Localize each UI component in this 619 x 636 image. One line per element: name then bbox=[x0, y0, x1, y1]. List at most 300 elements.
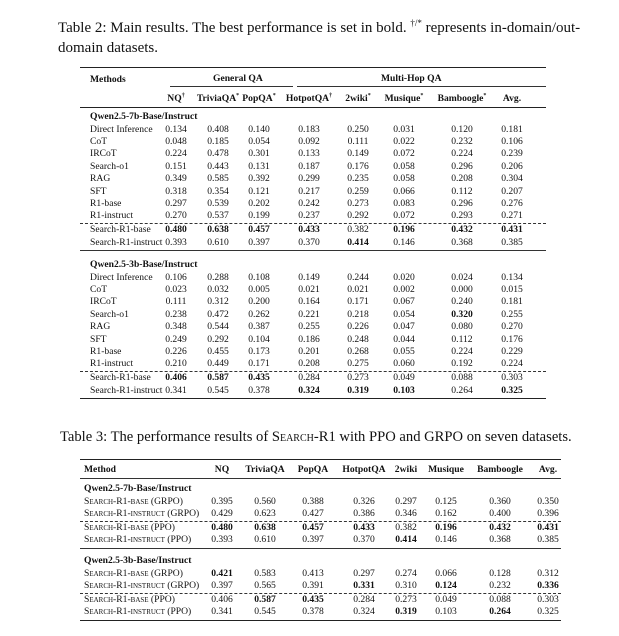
table2-cell: 0.250 bbox=[347, 123, 369, 135]
table2-cell: 0.472 bbox=[207, 308, 229, 320]
table2-col-header-text: Avg. bbox=[502, 93, 522, 104]
table3-cell: 0.382 bbox=[395, 521, 417, 533]
table3-cell: 0.480 bbox=[211, 521, 233, 533]
table2-section-rule bbox=[80, 250, 546, 251]
table2-cell: 0.275 bbox=[347, 358, 369, 370]
table2-cell: 0.106 bbox=[501, 136, 523, 147]
table2-cell: 0.319 bbox=[347, 384, 369, 396]
table2-cell: 0.186 bbox=[298, 333, 320, 345]
table2-row-name: Search-o1 bbox=[90, 160, 129, 172]
table2-cell: 0.067 bbox=[393, 296, 415, 308]
table2-row-name: Search-R1-instruct bbox=[90, 236, 163, 248]
table2-cell: 0.239 bbox=[501, 148, 523, 160]
table2-cell: 0.021 bbox=[347, 284, 369, 295]
table2-section-title: Qwen2.5-3b-Base/Instruct bbox=[90, 259, 198, 270]
table3-cell: 0.325 bbox=[537, 606, 559, 618]
table2-cell: 0.392 bbox=[248, 173, 270, 185]
table3-cell: 0.319 bbox=[395, 606, 417, 618]
table3-cell: 0.385 bbox=[537, 534, 559, 546]
table2-cell: 0.296 bbox=[451, 198, 473, 209]
table2-cell: 0.054 bbox=[248, 136, 270, 147]
table2-cell: 0.544 bbox=[207, 321, 229, 333]
table2-cell: 0.134 bbox=[501, 271, 523, 283]
table3-cell: 0.393 bbox=[211, 534, 233, 546]
table2-cell: 0.432 bbox=[451, 224, 473, 236]
table2-col-header-text: Bamboogle bbox=[437, 93, 484, 104]
table3-top-rule bbox=[80, 459, 561, 460]
table3-cell: 0.124 bbox=[435, 580, 457, 591]
table2-cell: 0.224 bbox=[451, 148, 473, 160]
table2-cell: 0.262 bbox=[248, 308, 270, 320]
table2-group-multihop: Multi-Hop QA bbox=[381, 73, 442, 84]
table2-row-name: IRCoT bbox=[90, 148, 117, 160]
table2-cell: 0.270 bbox=[501, 321, 523, 333]
table3-cell: 0.433 bbox=[353, 521, 375, 533]
table2-cell: 0.270 bbox=[165, 210, 187, 222]
table3-cell: 0.125 bbox=[435, 495, 457, 507]
table3-cell: 0.623 bbox=[254, 508, 276, 519]
table3-cell: 0.427 bbox=[302, 508, 324, 519]
table2-cell: 0.248 bbox=[347, 333, 369, 345]
table2-cell: 0.354 bbox=[207, 185, 229, 197]
table3-cell: 0.360 bbox=[489, 495, 511, 507]
table3-cell: 0.341 bbox=[211, 606, 233, 618]
table2-cell: 0.224 bbox=[451, 346, 473, 357]
table2-cell: 0.341 bbox=[165, 384, 187, 396]
table2-cell: 0.201 bbox=[298, 346, 320, 357]
table2-cell: 0.455 bbox=[207, 346, 229, 357]
table2-cell: 0.185 bbox=[207, 136, 229, 147]
table2-cell: 0.176 bbox=[501, 333, 523, 345]
table2-cell: 0.221 bbox=[298, 308, 320, 320]
table2-col-header-mark: * bbox=[272, 92, 276, 99]
table3-cell: 0.587 bbox=[254, 593, 276, 605]
table2-cell: 0.226 bbox=[165, 346, 187, 357]
table2-cell: 0.385 bbox=[501, 236, 523, 248]
table2-cell: 0.293 bbox=[451, 210, 473, 222]
table3-cell: 0.310 bbox=[395, 580, 417, 591]
table3-cell: 0.610 bbox=[254, 534, 276, 546]
table2-row-name: R1-base bbox=[90, 198, 122, 209]
table2-cell: 0.055 bbox=[393, 346, 415, 357]
table2-cell: 0.200 bbox=[248, 296, 270, 308]
table2-cell: 0.106 bbox=[165, 271, 187, 283]
table2-cell: 0.104 bbox=[248, 333, 270, 345]
table3-cell: 0.324 bbox=[353, 606, 375, 618]
table2-cell: 0.382 bbox=[347, 224, 369, 236]
table2-cell: 0.020 bbox=[393, 271, 415, 283]
table2-cell: 0.032 bbox=[207, 284, 229, 295]
table2-cell: 0.196 bbox=[393, 224, 415, 236]
table2-cell: 0.312 bbox=[207, 296, 229, 308]
table2-cell: 0.031 bbox=[393, 123, 415, 135]
table2-cell: 0.297 bbox=[165, 198, 187, 209]
table3-cell: 0.395 bbox=[211, 495, 233, 507]
table2-cell: 0.111 bbox=[347, 136, 369, 147]
table2-cell: 0.224 bbox=[165, 148, 187, 160]
table2-cell: 0.368 bbox=[451, 236, 473, 248]
table3-col-header: Bamboogle bbox=[477, 464, 523, 475]
table3-cell: 0.397 bbox=[211, 580, 233, 591]
table2-cell: 0.537 bbox=[207, 210, 229, 222]
table2-col-header-mark: † bbox=[329, 92, 333, 99]
table3-row-name: Search-R1-base (PPO) bbox=[84, 593, 175, 605]
table3-cell: 0.435 bbox=[302, 593, 324, 605]
table2-cell: 0.164 bbox=[298, 296, 320, 308]
table2-cell: 0.303 bbox=[501, 372, 523, 384]
table2-col-header-text: PopQA bbox=[242, 93, 273, 104]
table2-row-name: Search-R1-base bbox=[90, 224, 151, 236]
table2-cell: 0.370 bbox=[298, 236, 320, 248]
table3-cell: 0.284 bbox=[353, 593, 375, 605]
table3-cell: 0.196 bbox=[435, 521, 457, 533]
table2-col-header bbox=[234, 93, 284, 105]
table2-cell: 0.378 bbox=[248, 384, 270, 396]
table2-cell: 0.259 bbox=[347, 185, 369, 197]
table2-row-name: CoT bbox=[90, 284, 108, 295]
table2-cell: 0.478 bbox=[207, 148, 229, 160]
table2-cell: 0.111 bbox=[165, 296, 187, 308]
table2-cell: 0.292 bbox=[347, 210, 369, 222]
table3-cell: 0.274 bbox=[395, 567, 417, 579]
table2-col-methods: Methods bbox=[90, 74, 126, 85]
table2-top-rule bbox=[80, 67, 546, 68]
table2-cell: 0.054 bbox=[393, 308, 415, 320]
table3-header-rule bbox=[80, 478, 561, 479]
table2-cell: 0.049 bbox=[393, 372, 415, 384]
table2-cell: 0.288 bbox=[207, 271, 229, 283]
table2-row-name: R1-instruct bbox=[90, 210, 134, 222]
table2-row-name: R1-instruct bbox=[90, 358, 134, 370]
table2-cell: 0.237 bbox=[298, 210, 320, 222]
table3-cell: 0.414 bbox=[395, 534, 417, 546]
table3-cell: 0.413 bbox=[302, 567, 324, 579]
table2-cell: 0.207 bbox=[501, 185, 523, 197]
table2-col-header-text: TriviaQA bbox=[196, 93, 237, 104]
table2-cell: 0.133 bbox=[298, 148, 320, 160]
table3-col-header: HotpotQA bbox=[342, 464, 386, 475]
table2-cell: 0.545 bbox=[207, 384, 229, 396]
table2-cell: 0.202 bbox=[248, 198, 270, 209]
table2-cell: 0.271 bbox=[501, 210, 523, 222]
table2-cell: 0.387 bbox=[248, 321, 270, 333]
table3-col-header: PopQA bbox=[297, 464, 329, 475]
table2-cell: 0.408 bbox=[207, 123, 229, 135]
table3-cell: 0.429 bbox=[211, 508, 233, 519]
table2-cell: 0.044 bbox=[393, 333, 415, 345]
table2-cell: 0.320 bbox=[451, 308, 473, 320]
table2-row-name: Search-o1 bbox=[90, 308, 129, 320]
table2-cell: 0.431 bbox=[501, 224, 523, 236]
table2-cell: 0.304 bbox=[501, 173, 523, 185]
table2-cell: 0.284 bbox=[298, 372, 320, 384]
table3-cell: 0.312 bbox=[537, 567, 559, 579]
table2-cell: 0.183 bbox=[298, 123, 320, 135]
table2-bottom-rule bbox=[80, 398, 546, 399]
table2-cell: 0.539 bbox=[207, 198, 229, 209]
table3-cell: 0.297 bbox=[395, 495, 417, 507]
table3-row-name: Search-R1-base (GRPO) bbox=[84, 495, 183, 507]
table2-cell: 0.324 bbox=[298, 384, 320, 396]
table3-cell: 0.396 bbox=[537, 508, 559, 519]
table3-cell: 0.303 bbox=[537, 593, 559, 605]
table3-cell: 0.565 bbox=[254, 580, 276, 591]
table2-cell: 0.176 bbox=[347, 160, 369, 172]
table2-cell: 0.443 bbox=[207, 160, 229, 172]
table2-cell: 0.255 bbox=[298, 321, 320, 333]
table2-cell: 0.072 bbox=[393, 148, 415, 160]
table2-cell: 0.393 bbox=[165, 236, 187, 248]
table3-row-name: Search-R1-instruct (PPO) bbox=[84, 534, 192, 546]
table2-row-name: R1-base bbox=[90, 346, 122, 357]
table2-group-rule-multihop bbox=[297, 86, 546, 87]
table3-cell: 0.397 bbox=[302, 534, 324, 546]
table2-row-name: Search-R1-base bbox=[90, 372, 151, 384]
table2-col-header-text: NQ bbox=[167, 93, 182, 104]
table3-cell: 0.128 bbox=[489, 567, 511, 579]
table3-cell: 0.264 bbox=[489, 606, 511, 618]
table2-cell: 0.187 bbox=[298, 160, 320, 172]
table2-cell: 0.181 bbox=[501, 123, 523, 135]
table2-cell: 0.021 bbox=[298, 284, 320, 295]
table3-cell: 0.457 bbox=[302, 521, 324, 533]
table3-cell: 0.066 bbox=[435, 567, 457, 579]
table3-cell: 0.370 bbox=[353, 534, 375, 546]
table2-cell: 0.218 bbox=[347, 308, 369, 320]
table3-row-name: Search-R1-instruct (GRPO) bbox=[84, 580, 200, 591]
table3-cell: 0.378 bbox=[302, 606, 324, 618]
table3-cell: 0.386 bbox=[353, 508, 375, 519]
table2-col-header-text: HotpotQA bbox=[285, 93, 330, 104]
table2-cell: 0.048 bbox=[165, 136, 187, 147]
table3-cell: 0.297 bbox=[353, 567, 375, 579]
table2-cell: 0.112 bbox=[451, 185, 473, 197]
table2-col-header-mark: † bbox=[181, 92, 185, 99]
table2-cell: 0.435 bbox=[248, 372, 270, 384]
table2-caption: Table 2: Main results. The best performance is set in bold. †/* represents in-domain/out- domain datasets. bbox=[58, 18, 581, 56]
table3-row-name: Search-R1-base (GRPO) bbox=[84, 567, 183, 579]
table3-cell: 0.368 bbox=[489, 534, 511, 546]
table2-cell: 0.083 bbox=[393, 198, 415, 209]
table2-cell: 0.149 bbox=[347, 148, 369, 160]
table2-cell: 0.134 bbox=[165, 123, 187, 135]
table3-cell: 0.162 bbox=[435, 508, 457, 519]
table2-col-header-text: Musique bbox=[384, 93, 421, 104]
table2-col-header bbox=[284, 93, 334, 105]
table2-row-name: CoT bbox=[90, 136, 108, 147]
table2-cell: 0.433 bbox=[298, 224, 320, 236]
table2-cell: 0.301 bbox=[248, 148, 270, 160]
table2-cell: 0.000 bbox=[451, 284, 473, 295]
table2-cell: 0.255 bbox=[501, 308, 523, 320]
table2-cell: 0.217 bbox=[298, 185, 320, 197]
table3-col-header: 2wiki bbox=[394, 464, 418, 475]
table2-cell: 0.414 bbox=[347, 236, 369, 248]
table2-cell: 0.318 bbox=[165, 185, 187, 197]
table2-cell: 0.120 bbox=[451, 123, 473, 135]
table3-col-header: Musique bbox=[428, 464, 464, 475]
table2-col-header-mark: * bbox=[483, 92, 487, 99]
table2-cell: 0.112 bbox=[451, 333, 473, 345]
table3-cell: 0.638 bbox=[254, 521, 276, 533]
table2-group-general: General QA bbox=[213, 73, 263, 84]
table2-cell: 0.238 bbox=[165, 308, 187, 320]
table2-col-header bbox=[333, 93, 383, 105]
table2-cell: 0.058 bbox=[393, 160, 415, 172]
table3-cell: 0.400 bbox=[489, 508, 511, 519]
table2-cell: 0.299 bbox=[298, 173, 320, 185]
table2-row-name: SFT bbox=[90, 185, 107, 197]
table2-cell: 0.244 bbox=[347, 271, 369, 283]
table2-cell: 0.023 bbox=[165, 284, 187, 295]
table3-section-title: Qwen2.5-3b-Base/Instruct bbox=[84, 555, 192, 566]
table2-cell: 0.024 bbox=[451, 271, 473, 283]
table2-row-name: IRCoT bbox=[90, 296, 117, 308]
table2-cell: 0.060 bbox=[393, 358, 415, 370]
table2-cell: 0.229 bbox=[501, 346, 523, 357]
table2-cell: 0.480 bbox=[165, 224, 187, 236]
table3-section-rule bbox=[80, 548, 561, 549]
table3-cell: 0.331 bbox=[353, 580, 375, 591]
table3-row-name: Search-R1-instruct (GRPO) bbox=[84, 508, 200, 519]
table2-row-name: RAG bbox=[90, 173, 111, 185]
table3-cell: 0.406 bbox=[211, 593, 233, 605]
table3-cell: 0.326 bbox=[353, 495, 375, 507]
table2-cell: 0.080 bbox=[451, 321, 473, 333]
table2-cell: 0.232 bbox=[451, 136, 473, 147]
table2-row-name: Direct Inference bbox=[90, 271, 153, 283]
table2-cell: 0.264 bbox=[451, 384, 473, 396]
table3-col-method: Method bbox=[84, 464, 116, 475]
table2-cell: 0.140 bbox=[248, 123, 270, 135]
table2-col-header-text: 2wiki bbox=[345, 93, 368, 104]
table3-col-header: Avg. bbox=[538, 464, 558, 475]
table2-cell: 0.226 bbox=[347, 321, 369, 333]
table2-cell: 0.103 bbox=[393, 384, 415, 396]
table3-cell: 0.336 bbox=[537, 580, 559, 591]
table2-cell: 0.292 bbox=[207, 333, 229, 345]
table3-cell: 0.391 bbox=[302, 580, 324, 591]
table2-cell: 0.072 bbox=[393, 210, 415, 222]
table2-cell: 0.146 bbox=[393, 236, 415, 248]
table2-header-rule bbox=[80, 107, 546, 108]
table2-col-header-mark: * bbox=[367, 92, 371, 99]
table2-cell: 0.249 bbox=[165, 333, 187, 345]
table3-row-name: Search-R1-base (PPO) bbox=[84, 521, 175, 533]
table2-cell: 0.121 bbox=[248, 185, 270, 197]
table2-cell: 0.208 bbox=[451, 173, 473, 185]
table2-cell: 0.149 bbox=[298, 271, 320, 283]
table2-cell: 0.047 bbox=[393, 321, 415, 333]
table2-cell: 0.171 bbox=[248, 358, 270, 370]
table2-cell: 0.296 bbox=[451, 160, 473, 172]
table2-cell: 0.022 bbox=[393, 136, 415, 147]
table2-cell: 0.206 bbox=[501, 160, 523, 172]
table2-cell: 0.173 bbox=[248, 346, 270, 357]
table2-cell: 0.210 bbox=[165, 358, 187, 370]
table2-col-header-mark: * bbox=[420, 92, 424, 99]
table3-cell: 0.388 bbox=[302, 495, 324, 507]
table3-cell: 0.232 bbox=[489, 580, 511, 591]
table3-caption: Table 3: The performance results of Search-R1 with PPO and GRPO on seven datasets. bbox=[60, 429, 572, 445]
table2-cell: 0.005 bbox=[248, 284, 270, 295]
table2-cell: 0.235 bbox=[347, 173, 369, 185]
table2-cell: 0.610 bbox=[207, 236, 229, 248]
table2-cell: 0.015 bbox=[501, 284, 523, 295]
table2-cell: 0.587 bbox=[207, 372, 229, 384]
table2-col-header bbox=[487, 93, 537, 105]
table2-col-header bbox=[379, 93, 429, 105]
table3-cell: 0.146 bbox=[435, 534, 457, 546]
table2-cell: 0.108 bbox=[248, 271, 270, 283]
table2-cell: 0.406 bbox=[165, 372, 187, 384]
table2-cell: 0.092 bbox=[298, 136, 320, 147]
table3-bottom-rule bbox=[80, 620, 561, 621]
table3-cell: 0.088 bbox=[489, 593, 511, 605]
table3-row-name: Search-R1-instruct (PPO) bbox=[84, 606, 192, 618]
table2-cell: 0.276 bbox=[501, 198, 523, 209]
table2-cell: 0.397 bbox=[248, 236, 270, 248]
table2-cell: 0.058 bbox=[393, 173, 415, 185]
table2-cell: 0.131 bbox=[248, 160, 270, 172]
table2-cell: 0.002 bbox=[393, 284, 415, 295]
table2-row-name: SFT bbox=[90, 333, 107, 345]
table3-col-header: NQ bbox=[214, 464, 230, 475]
table3-cell: 0.560 bbox=[254, 495, 276, 507]
table2-cell: 0.457 bbox=[248, 224, 270, 236]
table2-cell: 0.268 bbox=[347, 346, 369, 357]
table3-col-header: TriviaQA bbox=[245, 464, 285, 475]
table3-cell: 0.103 bbox=[435, 606, 457, 618]
table3-cell: 0.421 bbox=[211, 567, 233, 579]
table2-cell: 0.325 bbox=[501, 384, 523, 396]
table2-cell: 0.181 bbox=[501, 296, 523, 308]
table2-section-title: Qwen2.5-7b-Base/Instruct bbox=[90, 111, 198, 122]
table2-cell: 0.066 bbox=[393, 185, 415, 197]
table2-col-header-mark: * bbox=[236, 92, 240, 99]
table2-cell: 0.224 bbox=[501, 358, 523, 370]
table2-col-header bbox=[437, 93, 487, 105]
table3-cell: 0.432 bbox=[489, 521, 511, 533]
table2-cell: 0.171 bbox=[347, 296, 369, 308]
table2-cell: 0.449 bbox=[207, 358, 229, 370]
table2-cell: 0.088 bbox=[451, 372, 473, 384]
table2-row-name: Search-R1-instruct bbox=[90, 384, 163, 396]
table2-cell: 0.585 bbox=[207, 173, 229, 185]
table2-cell: 0.240 bbox=[451, 296, 473, 308]
table2-row-name: Direct Inference bbox=[90, 123, 153, 135]
table3-cell: 0.431 bbox=[537, 521, 559, 533]
table2-cell: 0.242 bbox=[298, 198, 320, 209]
table2-cell: 0.273 bbox=[347, 372, 369, 384]
table2-row-name: RAG bbox=[90, 321, 111, 333]
table2-cell: 0.273 bbox=[347, 198, 369, 209]
table3-cell: 0.350 bbox=[537, 495, 559, 507]
table3-cell: 0.346 bbox=[395, 508, 417, 519]
table2-cell: 0.208 bbox=[298, 358, 320, 370]
table3-cell: 0.545 bbox=[254, 606, 276, 618]
table2-cell: 0.151 bbox=[165, 160, 187, 172]
table2-cell: 0.638 bbox=[207, 224, 229, 236]
table2-group-rule-general bbox=[170, 86, 293, 87]
table2-cell: 0.199 bbox=[248, 210, 270, 222]
table3-cell: 0.049 bbox=[435, 593, 457, 605]
table3-section-title: Qwen2.5-7b-Base/Instruct bbox=[84, 483, 192, 494]
table2-cell: 0.349 bbox=[165, 173, 187, 185]
table2-cell: 0.348 bbox=[165, 321, 187, 333]
table3-cell: 0.273 bbox=[395, 593, 417, 605]
table2-cell: 0.192 bbox=[451, 358, 473, 370]
